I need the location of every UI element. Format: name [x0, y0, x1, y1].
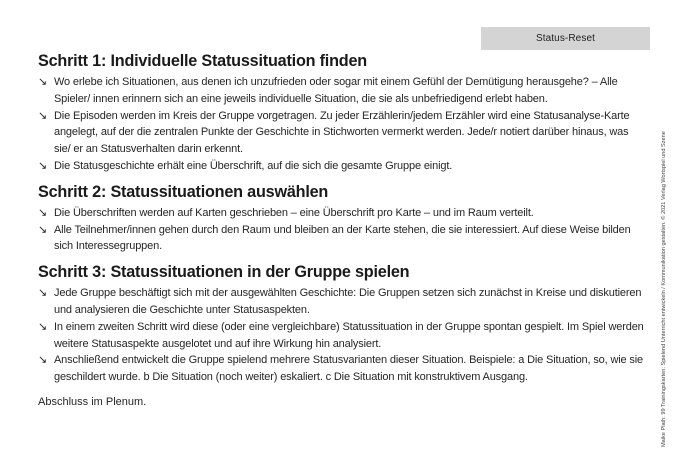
list-item [38, 158, 646, 175]
copyright-credit: Maike Plath: 99 Trainingskarten: Spielend Unterricht entwickeln / Kommunikation gestalten. © 2021 Verlag Wortspiel und Szene [661, 131, 667, 447]
list-item-text: Jede Gruppe beschäftigt sich mit der ausgewählten Geschichte: Die Gruppen setzen sich zunächst in Kreise und diskutieren und analysieren die Geschichte unter Statusaspekten. [54, 287, 642, 316]
list-item [38, 352, 646, 386]
list-item-text: Die Episoden werden im Kreis der Gruppe vorgetragen. Zu jeder Erzählerin/jedem Erzähler wird eine Statusanalyse-Karte angelegt, auf der die zentralen Punkte der Geschichte in Stichworten vermerkt werden. Jede/r notiert darüber hinaus, was sie/ er an Statusverhalten darin erkennt. [54, 109, 630, 156]
list-item-text: Alle Teilnehmer/innen gehen durch den Raum und bleiben an der Karte stehen, die sie interessiert. Auf diese Weise bilden sich Interessegruppen. [54, 223, 631, 253]
bullet-list [38, 74, 646, 175]
list-item-text: Anschließend entwickelt die Gruppe spielend mehrere Statusvarianten dieser Situation. Beispiele: a Die Situation, so, wie sie geschildert wurde. b Die Situation (noch weiter) eskaliert. c Die Situation mit konstruktivem Ausgang. [54, 354, 644, 384]
section-title: Schritt 1: Individuelle Statussituation finden [38, 52, 367, 70]
section-title: Schritt 3: Statussituationen in der Gruppe spielen [38, 263, 410, 282]
bullet-list [38, 205, 646, 255]
list-item [38, 222, 646, 256]
bullet-list [38, 285, 646, 386]
arrow-bullet-icon: ↘ [38, 287, 48, 300]
section-step-1 [38, 51, 646, 175]
arrow-bullet-icon: ↘ [38, 109, 48, 122]
section-title: Schritt 2: Statussituationen auswählen [38, 182, 329, 201]
arrow-bullet-icon: ↘ [38, 76, 48, 88]
list-item [38, 205, 646, 222]
list-item [38, 319, 646, 353]
arrow-bullet-icon: ↘ [38, 223, 48, 236]
section-step-3 [38, 262, 646, 386]
arrow-bullet-icon: ↘ [38, 206, 48, 219]
card-content [38, 51, 646, 410]
list-item-text: In einem zweiten Schritt wird diese (oder eine vergleichbare) Statussituation in der Gruppe spontan gespielt. Im Spiel werden weitere Statusaspekte ausgelotet und auf ihre Wirkung hin analysiert. [54, 320, 644, 350]
list-item [38, 108, 646, 158]
list-item [38, 285, 646, 319]
category-badge: Status-Reset [481, 27, 650, 50]
arrow-bullet-icon: ↘ [38, 159, 48, 172]
list-item-text: Wo erlebe ich Situationen, aus denen ich unzufrieden oder sogar mit einem Gefühl der Demütigung herausgehe? – Alle Spieler/ innen erinnern sich an eine jeweils individuelle Situation, die sie als unbefriedigend erlebt haben. [54, 76, 618, 105]
closing-note: Abschluss im Plenum. [38, 395, 147, 408]
list-item [38, 74, 646, 108]
arrow-bullet-icon: ↘ [38, 354, 48, 367]
list-item-text: Die Statusgeschichte erhält eine Überschrift, auf die sich die gesamte Gruppe einigt. [54, 159, 453, 172]
arrow-bullet-icon: ↘ [38, 320, 48, 333]
list-item-text: Die Überschriften werden auf Karten geschrieben – eine Überschrift pro Karte – und im Raum verteilt. [54, 206, 534, 219]
section-step-2 [38, 182, 646, 255]
